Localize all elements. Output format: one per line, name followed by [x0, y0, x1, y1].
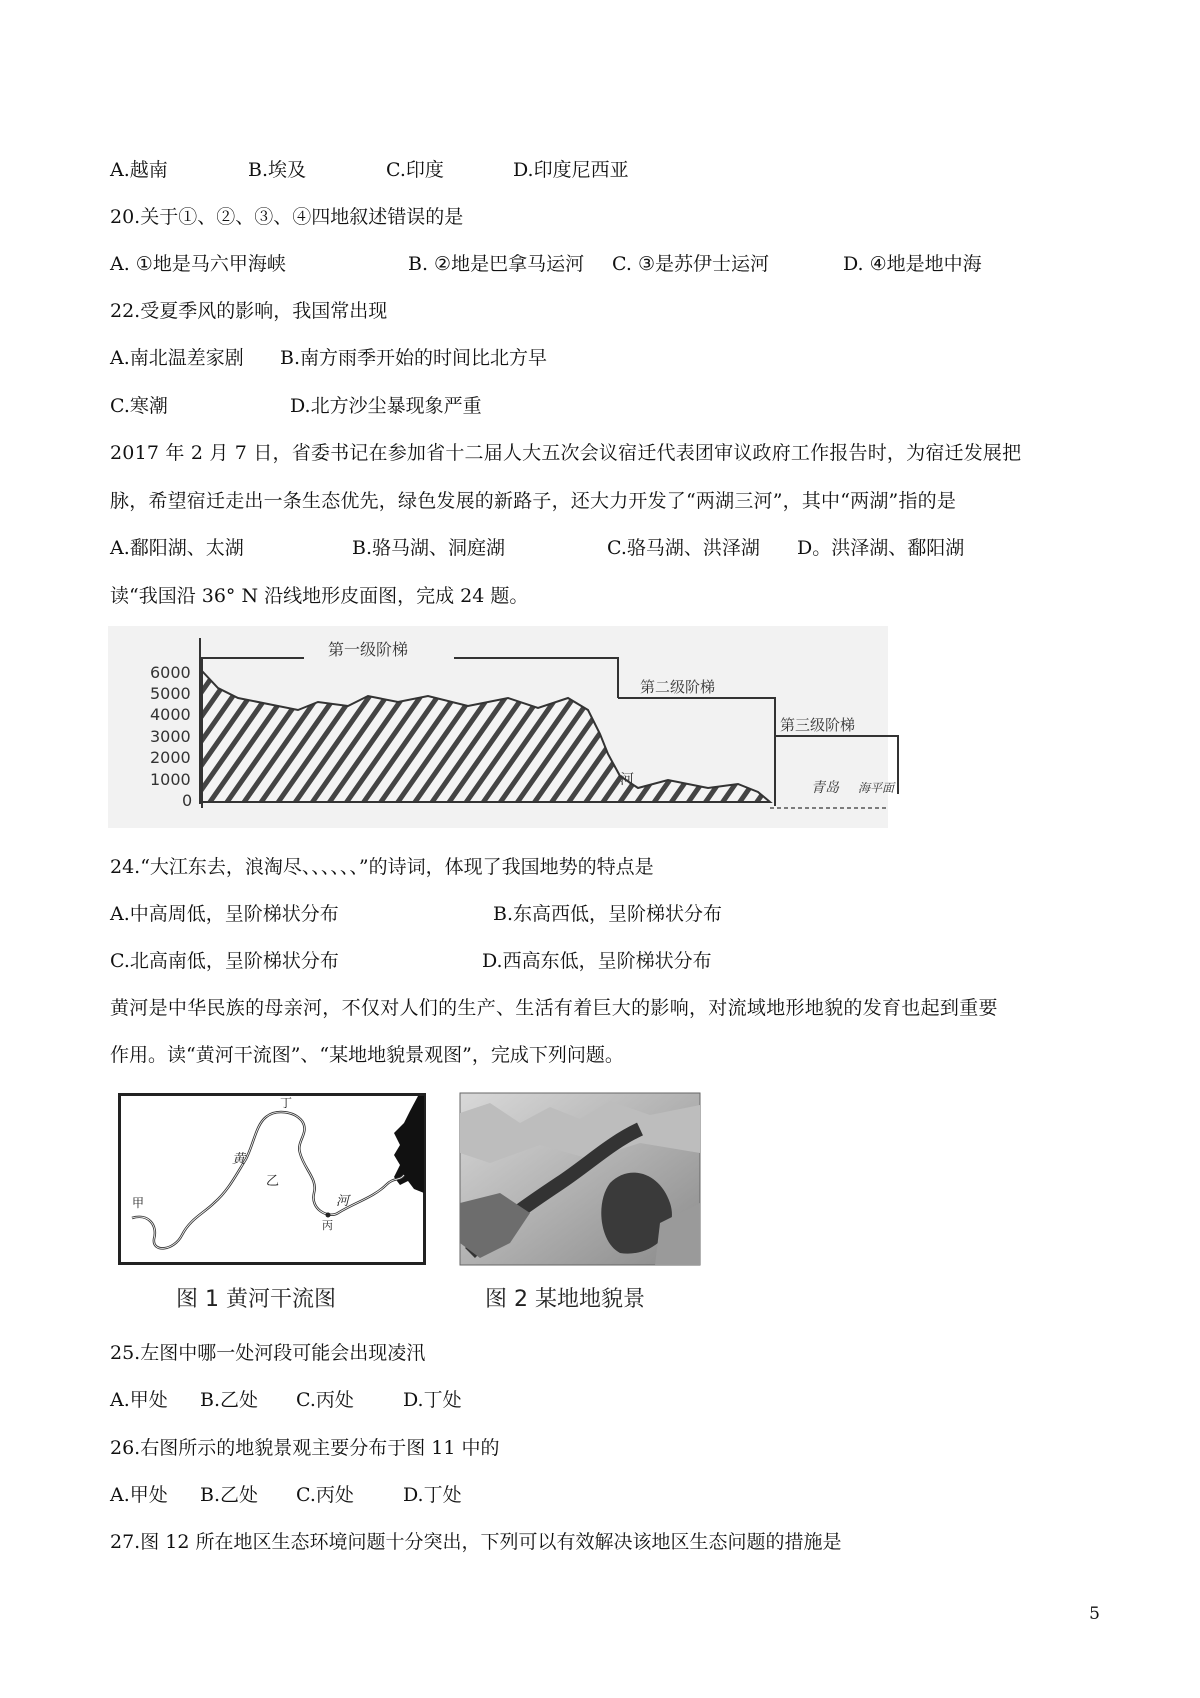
fig1-label-jia: 甲	[132, 1196, 145, 1210]
q22-option-a: A.南北温差家剧	[110, 347, 244, 369]
q22-option-b: B.南方雨季开始的时间比北方早	[280, 347, 548, 369]
y-tick-5000: 5000	[150, 684, 191, 703]
q20-option-b: B. ②地是巴拿马运河	[408, 253, 585, 275]
sea-level-label: 海平面	[858, 781, 895, 795]
q24-option-a: A.中高周低，呈阶梯状分布	[110, 903, 339, 925]
fig2-caption: 图 2 某地地貌景	[485, 1287, 645, 1312]
q20-option-c: C. ③是苏伊士运河	[612, 253, 769, 275]
lakes-option-d: D。洪泽湖、鄱阳湖	[797, 537, 965, 559]
y-tick-3000: 3000	[150, 727, 191, 746]
step1-label: 第一级阶梯	[328, 640, 409, 659]
q25-option-c: C.丙处	[296, 1389, 354, 1411]
terrain-profile-svg	[108, 626, 895, 828]
terrain-profile-figure	[108, 626, 895, 828]
q19-option-d: D.印度尼西亚	[513, 159, 629, 181]
q26-option-a: A.甲处	[110, 1484, 168, 1506]
q20-option-a: A. ①地是马六甲海峡	[110, 253, 286, 275]
profile-intro: 读“我国沿 36° N 沿线地形皮面图，完成 24 题。	[110, 585, 529, 607]
q24-stem: 24.“大江东去，浪淘尽、、、、、、”的诗词，体现了我国地势的特点是	[110, 856, 654, 878]
q19-option-a: A.越南	[110, 159, 168, 181]
q22-option-c: C.寒潮	[110, 395, 168, 417]
fig1-label-huang: 黄	[232, 1152, 246, 1167]
q26-option-b: B.乙处	[200, 1484, 259, 1506]
q26-stem: 26.右图所示的地貌景观主要分布于图 11 中的	[110, 1437, 500, 1459]
lakes-option-b: B.骆马湖、洞庭湖	[352, 537, 506, 559]
q26-option-d: D.丁处	[403, 1484, 462, 1506]
q20-stem: 20.关于①、②、③、④四地叙述错误的是	[110, 206, 464, 228]
q22-stem: 22.受夏季风的影响，我国常出现	[110, 300, 388, 322]
y-tick-6000: 6000	[150, 663, 191, 682]
yellow-river-line-1: 黄河是中华民族的母亲河，不仅对人们的生产、生活有着巨大的影响，对流域地形地貌的发育也起到重要	[110, 997, 998, 1019]
lakes-option-c: C.骆马湖、洪泽湖	[607, 537, 760, 559]
y-tick-4000: 4000	[150, 705, 191, 724]
lakes-option-a: A.鄱阳湖、太湖	[110, 537, 244, 559]
q24-option-d: D.西高东低，呈阶梯状分布	[482, 950, 712, 972]
q25-option-a: A.甲处	[110, 1389, 168, 1411]
q25-stem: 25.左图中哪一处河段可能会出现凌汛	[110, 1342, 426, 1364]
fig1-label-he: 河	[336, 1194, 350, 1209]
step3-label: 第三级阶梯	[780, 716, 856, 734]
q20-option-d: D. ④地是地中海	[843, 253, 982, 275]
fig1-label-yi: 乙	[266, 1174, 280, 1189]
q26-option-c: C.丙处	[296, 1484, 354, 1506]
fig2-svg	[460, 1093, 700, 1265]
y-tick-2000: 2000	[150, 748, 191, 767]
step2-label: 第二级阶梯	[640, 678, 716, 696]
q19-option-c: C.印度	[386, 159, 444, 181]
q27-stem: 27.图 12 所在地区生态环境问题十分突出，下列可以有效解决该地区生态问题的措施是	[110, 1531, 842, 1553]
q25-option-d: D.丁处	[403, 1389, 462, 1411]
fig1-label-bing: 丙	[322, 1219, 333, 1232]
profile-he-label: 河	[620, 772, 634, 788]
passage-line-2: 脉，希望宿迁走出一条生态优先，绿色发展的新路子，还大力开发了“两湖三河”，其中“两湖”指的是	[110, 490, 957, 512]
fig1-svg	[118, 1093, 426, 1265]
q22-option-d: D.北方沙尘暴现象严重	[290, 395, 482, 417]
q19-option-b: B.埃及	[248, 159, 307, 181]
page-number: 5	[1089, 1604, 1100, 1624]
passage-line-1: 2017 年 2 月 7 日，省委书记在参加省十二届人大五次会议宿迁代表团审议政府工作报告时，为宿迁发展把	[110, 442, 1022, 464]
fig1-label-ding: 丁	[280, 1096, 293, 1110]
yellow-river-line-2: 作用。读“黄河干流图”、“某地地貌景观图”，完成下列问题。	[110, 1044, 624, 1066]
q25-option-b: B.乙处	[200, 1389, 259, 1411]
qingdao-label: 青岛	[811, 780, 839, 796]
y-tick-0: 0	[182, 791, 193, 810]
q24-option-b: B.东高西低，呈阶梯状分布	[493, 903, 723, 925]
fig1-bing-point	[326, 1213, 331, 1218]
fig1-caption: 图 1 黄河干流图	[176, 1287, 336, 1312]
fig1-river-map	[118, 1093, 426, 1265]
q24-option-c: C.北高南低，呈阶梯状分布	[110, 950, 339, 972]
y-tick-1000: 1000	[150, 770, 191, 789]
fig2-landform-photo	[460, 1093, 700, 1265]
